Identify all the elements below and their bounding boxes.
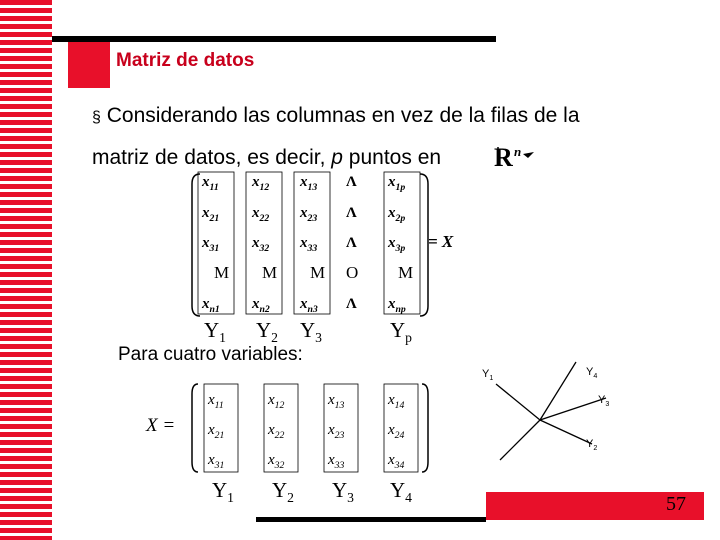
column-label-yp: $Y_p$ xyxy=(390,318,412,346)
svg-text:n: n xyxy=(514,144,522,159)
matrix-cell: $x_{n1}$ xyxy=(202,296,220,315)
column-label-y3: $Y_3$ xyxy=(300,318,322,346)
matrix-cell: $x_{11}$ xyxy=(202,174,219,193)
bullet-line-1 xyxy=(92,104,580,128)
column-label-y2: $Y_2$ xyxy=(272,478,294,506)
matrix-cell: $x_{1p}$ xyxy=(388,174,406,193)
matrix-cell: O xyxy=(346,263,359,282)
matrix-cell: $x_{31}$ xyxy=(208,452,225,471)
matrix-cell: Λ xyxy=(346,296,357,312)
bullet-text-1: Considerando las columnas en vez de la filas de la xyxy=(106,104,580,127)
matrix-cell: $x_{32}$ xyxy=(252,235,270,254)
axis-extra-line xyxy=(500,420,540,460)
matrix-cell: $x_{21}$ xyxy=(208,422,225,441)
matrix-cell: $x_{23}$ xyxy=(300,205,318,224)
matrix-cell: $x_{2p}$ xyxy=(388,205,406,224)
matrix-cell: M xyxy=(214,263,230,282)
equals-x-label: = X xyxy=(428,232,454,251)
matrix-cell: $x_{22}$ xyxy=(252,205,270,224)
column-label-y2: $Y_2$ xyxy=(256,318,278,346)
matrix-cell: $x_{11}$ xyxy=(208,392,224,411)
bullet-text-2b: puntos en xyxy=(342,146,442,169)
matrix-cell: $x_{22}$ xyxy=(268,422,285,441)
matrix-cell: Λ xyxy=(346,205,357,221)
axis-y4-line xyxy=(540,362,576,420)
matrix-cell: $x_{33}$ xyxy=(300,235,318,254)
slide-title: Matriz de datos xyxy=(116,50,255,71)
title-rule xyxy=(52,36,496,42)
matrix-cell: $x_{23}$ xyxy=(328,422,345,441)
matrix-cell: $x_{24}$ xyxy=(388,422,405,441)
matrix-cell: $x_{34}$ xyxy=(388,452,405,471)
axis-y1-line xyxy=(496,384,540,420)
matrix-cell: $x_{n2}$ xyxy=(252,296,270,315)
four-variables-label: Para cuatro variables: xyxy=(118,344,303,365)
matrix-cell: $x_{13}$ xyxy=(328,392,345,411)
matrix-cell: $x_{np}$ xyxy=(388,296,406,315)
x-equals-label: X = xyxy=(146,415,176,436)
column-label-y1: $Y_1$ xyxy=(204,318,226,346)
axis-label-y1: $Y_1$ xyxy=(482,368,494,383)
matrix-cell: M xyxy=(398,263,414,282)
matrix-cell: $x_{12}$ xyxy=(252,174,270,193)
matrix-cell: $x_{13}$ xyxy=(300,174,318,193)
matrix-cell: Λ xyxy=(346,174,357,190)
footer-rule xyxy=(256,517,486,522)
title-accent-block xyxy=(68,36,110,88)
svg-text:R: R xyxy=(494,143,513,172)
bullet-symbol: § xyxy=(92,109,101,126)
matrix-cell: $x_{14}$ xyxy=(388,392,405,411)
matrix-cell: $x_{n3}$ xyxy=(300,296,318,315)
page-number: 57 xyxy=(666,493,686,515)
column-label-y4: $Y_4$ xyxy=(390,478,412,506)
bullet-text-2a: matriz de datos, es decir, xyxy=(92,146,332,169)
bullet-text-2p: p xyxy=(331,146,343,169)
matrix-cell: $x_{12}$ xyxy=(268,392,285,411)
matrix-cell: M xyxy=(262,263,278,282)
matrix-cell: $x_{3p}$ xyxy=(388,235,406,254)
column-label-y1: $Y_1$ xyxy=(212,478,234,506)
matrix-cell: $x_{33}$ xyxy=(328,452,345,471)
column-label-y3: $Y_3$ xyxy=(332,478,354,506)
matrix-cell: $x_{21}$ xyxy=(202,205,220,224)
axes-diagram xyxy=(480,350,630,470)
matrix-cell: Λ xyxy=(346,235,357,251)
axis-label-y2: $Y_2$ xyxy=(586,438,598,453)
real-space-symbol xyxy=(490,142,536,172)
axis-label-y4: $Y_4$ xyxy=(586,366,598,381)
matrix-cell: $x_{32}$ xyxy=(268,452,285,471)
matrix-cell: M xyxy=(310,263,326,282)
matrix-cell: $x_{31}$ xyxy=(202,235,220,254)
axis-y3-line xyxy=(540,398,606,420)
left-stripe-decoration xyxy=(0,0,52,540)
axis-label-y3: $Y_3$ xyxy=(598,394,610,409)
axis-y2-line xyxy=(540,420,592,444)
bullet-line-2 xyxy=(92,146,441,170)
